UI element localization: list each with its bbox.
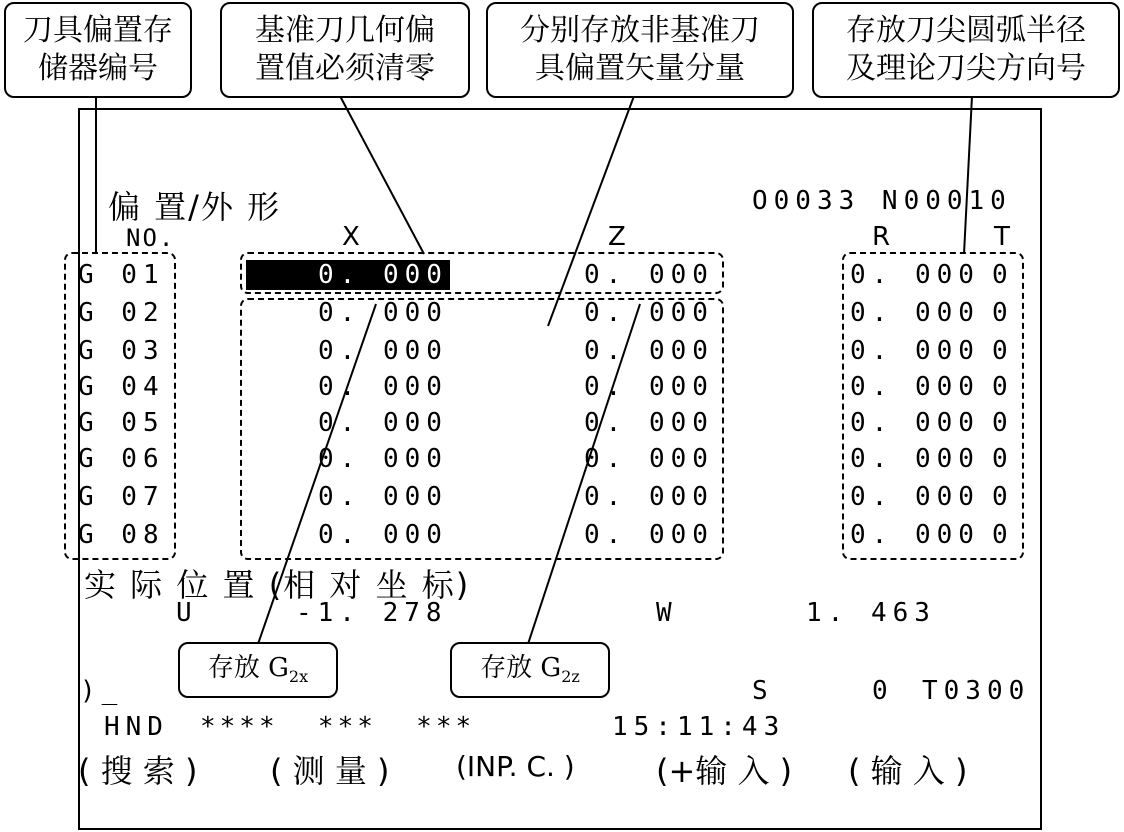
x-offset-cell[interactable]: 0. 000 [318,520,448,550]
z-offset-cell[interactable]: 0. 000 [584,482,714,512]
g2x-sub: 2x [288,667,309,687]
row-number: G 02 [78,298,165,328]
t-offset-cell[interactable]: 0 [992,298,1014,328]
t-offset-cell[interactable]: 0 [992,408,1014,438]
softkey-search[interactable]: ( 搜 索 ) [78,752,198,790]
t-offset-cell[interactable]: 0 [992,336,1014,366]
g2z-text: 存放 G [480,653,562,683]
input-prompt[interactable]: )_ [80,676,124,706]
callout-nose-radius [812,2,1120,98]
row-number: G 07 [78,482,165,512]
program-number: O0033 N00010 [752,186,1012,216]
z-offset-cell[interactable]: 0. 000 [584,260,714,290]
softkey-measure[interactable]: ( 测 量 ) [270,752,390,790]
r-offset-cell[interactable]: 0. 000 [850,336,980,366]
g2x-annotation [178,642,338,698]
z-offset-cell[interactable]: 0. 000 [584,372,714,402]
table-row[interactable] [0,372,1124,408]
row-number: G 08 [78,520,165,550]
table-row[interactable] [0,408,1124,444]
callout-base-tool [220,2,470,98]
z-offset-cell[interactable]: 0. 000 [584,444,714,474]
r-offset-cell[interactable]: 0. 000 [850,482,980,512]
r-offset-cell[interactable]: 0. 000 [850,520,980,550]
header-t: T [994,222,1010,252]
softkey-plus-input[interactable]: (+输 入 ) [656,752,793,790]
row-number: G 05 [78,408,165,438]
r-offset-cell[interactable]: 0. 000 [850,408,980,438]
x-offset-cell[interactable]: 0. 000 [318,336,448,366]
t-offset-cell[interactable]: 0 [992,520,1014,550]
x-offset-cell[interactable]: 0. 000 [318,372,448,402]
u-value: -1. 278 [296,598,448,628]
table-row[interactable] [0,260,1124,296]
g2z-sub: 2z [561,667,580,687]
r-offset-cell[interactable]: 0. 000 [850,444,980,474]
callout-vector [486,2,794,98]
x-offset-cell[interactable]: 0. 000 [318,408,448,438]
header-x: X [342,222,360,252]
status-stars: **** *** *** [200,712,476,742]
r-offset-cell[interactable]: 0. 000 [850,298,980,328]
callout-base-tool-text: 基准刀几何偏 置值必须清零 [255,13,435,86]
page-title: 偏 置/外 形 [108,188,282,226]
w-value: 1. 463 [806,598,936,628]
actual-position-label: 实 际 位 置 (相 对 坐 标) [84,566,471,604]
t-offset-cell[interactable]: 0 [992,260,1014,290]
g2z-annotation [450,642,610,698]
table-row[interactable] [0,520,1124,556]
x-offset-cell[interactable]: 0. 000 [318,444,448,474]
z-offset-cell[interactable]: 0. 000 [584,408,714,438]
t-offset-cell[interactable]: 0 [992,444,1014,474]
u-label: U [176,598,198,628]
row-number: G 01 [78,260,165,290]
softkey-inp-c[interactable]: (INP. C. ) [456,750,575,783]
s-label: S [752,676,774,706]
x-offset-cell[interactable]: 0. 000 [318,482,448,512]
row-number: G 03 [78,336,165,366]
t-offset-cell[interactable]: 0 [992,372,1014,402]
x-offset-cell[interactable]: 0. 000 [318,298,448,328]
header-r: R [872,222,891,252]
status-mode: HND [104,712,169,742]
w-label: W [656,598,678,628]
z-offset-cell[interactable]: 0. 000 [584,298,714,328]
callout-vector-text: 分别存放非基准刀 具偏置矢量分量 [520,13,760,86]
table-row[interactable] [0,336,1124,372]
g2x-text: 存放 G [207,653,289,683]
tool-number: T0300 [922,676,1031,706]
softkey-input[interactable]: ( 输 入 ) [848,752,968,790]
callout-nose-radius-text: 存放刀尖圆弧半径 及理论刀尖方向号 [846,13,1086,86]
row-number: G 06 [78,444,165,474]
r-offset-cell[interactable]: 0. 000 [850,260,980,290]
callout-offset-register [4,2,192,98]
clock-time: 15:11:43 [612,712,786,742]
r-offset-cell[interactable]: 0. 000 [850,372,980,402]
header-z: Z [608,222,626,252]
table-row[interactable] [0,444,1124,480]
x-offset-cell-selected[interactable]: 0. 000 [246,260,450,290]
z-offset-cell[interactable]: 0. 000 [584,336,714,366]
table-row[interactable] [0,482,1124,518]
s-value: 0 [872,676,894,706]
row-number: G 04 [78,372,165,402]
t-offset-cell[interactable]: 0 [992,482,1014,512]
table-row[interactable] [0,298,1124,334]
header-no: NO. [126,224,176,252]
callout-offset-register-text: 刀具偏置存 储器编号 [23,13,173,86]
z-offset-cell[interactable]: 0. 000 [584,520,714,550]
